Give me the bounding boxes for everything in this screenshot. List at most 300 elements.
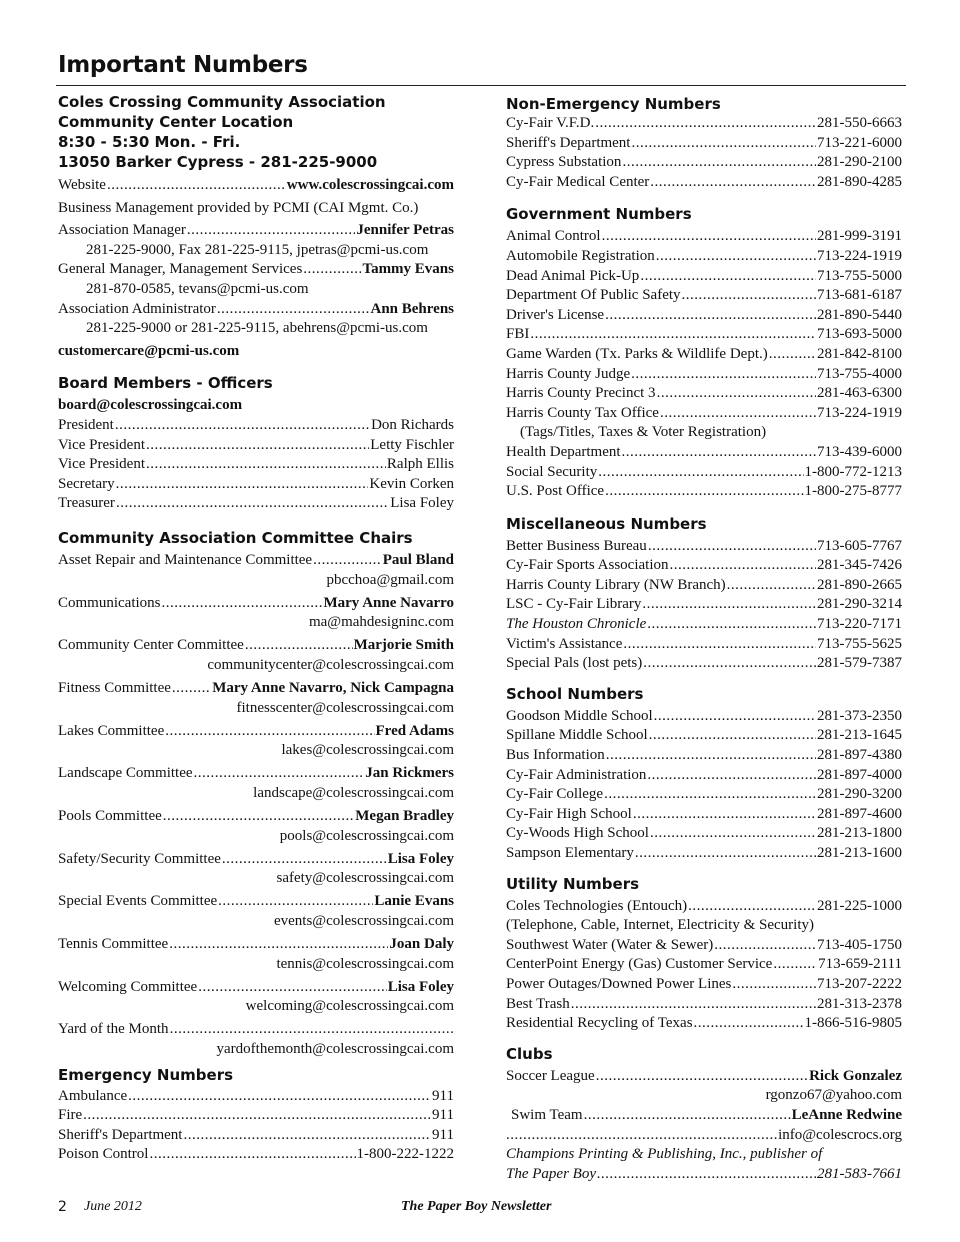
customercare-email[interactable]: customercare@pcmi-us.com: [58, 342, 240, 359]
item-label: Dead Animal Pick-Up: [506, 267, 640, 284]
swim-label: Swim Team: [511, 1106, 583, 1123]
item-value: 713-755-5000: [817, 267, 902, 284]
item-label: Cy-Fair V.F.D.: [506, 115, 595, 131]
footer-date: June 2012: [84, 1199, 142, 1214]
committee-row: [58, 935, 454, 955]
item-label: Cypress Substation: [506, 154, 622, 171]
item-value: 281-463-6300: [817, 385, 902, 402]
committee-email[interactable]: yardofthemonth@colescrossingcai.com: [216, 1041, 454, 1058]
swim-email-row: [506, 1126, 902, 1146]
association-line: 8:30 - 5:30 Mon. - Fri.: [58, 133, 241, 151]
item-label: Fire: [58, 1107, 83, 1124]
item-label: Cy-Fair Administration: [506, 766, 647, 783]
list-item: [506, 975, 902, 995]
admin-label: Association Administrator: [58, 300, 216, 317]
dot-leader: [116, 494, 389, 514]
item-value: 281-225-1000: [817, 897, 902, 914]
item-label: Communications: [58, 594, 161, 611]
list-item: [506, 805, 902, 825]
list-item: [506, 936, 902, 956]
item-value: 911: [432, 1126, 454, 1143]
dot-leader: [606, 746, 816, 766]
management-line: Business Management provided by PCMI (CAI Mgmt. Co.): [58, 199, 419, 216]
list-item: [506, 556, 902, 576]
item-label: Harris County Judge: [506, 365, 631, 382]
dot-leader: [595, 114, 816, 134]
item-label: Pools Committee: [58, 808, 162, 825]
dot-leader: [650, 173, 816, 193]
swim-name: LeAnne Redwine: [791, 1106, 902, 1123]
list-item: [506, 286, 902, 306]
committee-entry: [58, 978, 454, 1017]
list-item: [58, 1106, 454, 1126]
list-item: [506, 654, 902, 674]
dot-leader: [647, 766, 816, 786]
committee-entry: [58, 935, 454, 974]
section-heading: Clubs: [506, 1044, 553, 1063]
item-label: Landscape Committee: [58, 765, 193, 782]
item-label: U.S. Post Office: [506, 483, 605, 500]
dot-leader: [635, 844, 816, 864]
dot-leader: [648, 537, 816, 557]
committee-email[interactable]: fitnesscenter@colescrossingcai.com: [236, 699, 454, 716]
dot-leader: [530, 325, 816, 345]
committees-section: [58, 528, 454, 1060]
dot-leader: [769, 345, 816, 365]
government-section: [506, 204, 902, 501]
committee-entry: [58, 1020, 454, 1059]
dot-leader: [654, 707, 816, 727]
item-value: 713-755-5625: [817, 635, 902, 652]
item-label: CenterPoint Energy (Gas) Customer Service: [506, 956, 773, 973]
list-item: [506, 227, 902, 247]
website-label: Website: [58, 177, 106, 193]
manager-contact: 281-225-9000, Fax 281-225-9115, jpetras@pcmi-us.com: [86, 241, 429, 258]
dot-leader: [128, 1087, 431, 1107]
list-item: [506, 267, 902, 287]
admin-contact: 281-225-9000 or 281-225-9115, abehrens@pcmi-us.com: [86, 320, 428, 337]
committee-row: [58, 850, 454, 870]
item-value: 281-290-3214: [817, 596, 902, 613]
item-value: 281-897-4600: [817, 805, 902, 822]
dot-leader: [633, 805, 816, 825]
item-label: Victim's Assistance: [506, 635, 623, 652]
coles-note: (Telephone, Cable, Internet, Electricity & Security): [506, 917, 814, 934]
committee-entry: [58, 807, 454, 846]
item-label: Special Events Committee: [58, 893, 218, 910]
item-value: 713-224-1919: [817, 247, 902, 264]
dot-leader: [198, 978, 387, 998]
dot-leader: [170, 1020, 453, 1040]
soccer-label: Soccer League: [506, 1067, 595, 1084]
list-item: [506, 635, 902, 655]
dot-leader: [643, 654, 816, 674]
champions-value: 281-583-7661: [817, 1165, 902, 1182]
committee-email[interactable]: landscape@colescrossingcai.com: [253, 784, 454, 801]
committee-entry: [58, 636, 454, 675]
section-heading: School Numbers: [506, 684, 644, 703]
section-heading: Emergency Numbers: [58, 1065, 234, 1084]
list-item: [506, 576, 902, 596]
list-item: [506, 134, 902, 154]
dot-leader: [115, 416, 370, 436]
list-item: [506, 404, 902, 424]
list-item: [506, 153, 902, 173]
website-link[interactable]: www.colescrossingcai.com: [286, 177, 454, 193]
gm-label: General Manager, Management Services: [58, 261, 303, 278]
item-label: Cy-Fair Medical Center: [506, 173, 650, 190]
item-value: 713-681-6187: [817, 287, 902, 304]
item-value: 281-897-4380: [817, 747, 902, 764]
item-value: Don Richards: [371, 416, 454, 433]
item-label: Tennis Committee: [58, 936, 169, 953]
committee-row: [58, 551, 454, 571]
board-email[interactable]: board@colescrossingcai.com: [58, 397, 243, 414]
utility-list: [506, 936, 902, 1034]
list-item: [506, 114, 902, 134]
list-item: [58, 494, 454, 514]
committee-row: [58, 679, 454, 699]
committee-email[interactable]: tennis@colescrossingcai.com: [276, 955, 454, 972]
item-label: Spillane Middle School: [506, 727, 648, 744]
dot-leader: [172, 679, 211, 699]
committee-email[interactable]: pbcchoa@gmail.com: [326, 571, 454, 588]
list-item: [506, 1014, 902, 1034]
dot-leader: [631, 365, 816, 385]
item-label: Sampson Elementary: [506, 845, 634, 861]
dot-leader: [656, 247, 816, 267]
item-label: Community Center Committee: [58, 637, 244, 654]
manager-name: Jennifer Petras: [356, 222, 454, 239]
committee-row: [58, 978, 454, 998]
list-item: [506, 325, 902, 345]
item-value: 713-405-1750: [817, 936, 902, 953]
dot-leader: [773, 955, 817, 975]
item-value: 281-897-4000: [817, 766, 902, 783]
dot-leader: [83, 1106, 431, 1126]
association-line: 13050 Barker Cypress - 281-225-9000: [58, 153, 378, 171]
item-value: Lisa Foley: [387, 850, 454, 867]
champions-line: Champions Printing & Publishing, Inc., publisher of: [506, 1146, 823, 1163]
item-value: Megan Bradley: [355, 808, 454, 825]
item-value: 281-213-1800: [817, 825, 902, 842]
list-item: [506, 365, 902, 385]
list-item: [506, 384, 902, 404]
item-label: Goodson Middle School: [506, 707, 653, 724]
item-label: Animal Control: [506, 228, 601, 245]
committee-row: [58, 764, 454, 784]
item-label: Cy-Fair High School: [506, 805, 632, 822]
manager-label: Association Manager: [58, 222, 186, 239]
champions-row: [506, 1165, 902, 1185]
committee-entry: [58, 892, 454, 931]
list-item: [506, 345, 902, 365]
item-label: Cy-Fair Sports Association: [506, 557, 669, 574]
dot-leader: [649, 726, 816, 746]
emergency-list: [58, 1087, 454, 1165]
item-label: Game Warden (Tx. Parks & Wildlife Dept.): [506, 345, 768, 362]
dot-leader: [622, 443, 816, 463]
dot-leader: [650, 824, 816, 844]
dot-leader: [647, 615, 816, 635]
list-item: [506, 615, 902, 635]
item-label: Fitness Committee: [58, 679, 171, 696]
list-item: [58, 436, 454, 456]
association-line: Community Center Location: [58, 113, 294, 131]
item-label: FBI: [506, 326, 530, 343]
item-value: Letty Fischler: [370, 436, 454, 453]
item-label: Asset Repair and Maintenance Committee: [58, 551, 313, 568]
list-item: [58, 416, 454, 436]
list-item: [58, 455, 454, 475]
item-label: Power Outages/Downed Power Lines: [506, 975, 732, 992]
list-item: [506, 482, 902, 502]
item-value: 1-800-772-1213: [804, 463, 902, 480]
item-value: 281-213-1645: [817, 727, 902, 744]
item-label: Vice President: [58, 436, 145, 453]
item-value: 713-693-5000: [817, 326, 902, 343]
list-item: [506, 897, 902, 917]
list-item: [506, 726, 902, 746]
committee-row: [58, 636, 454, 656]
committee-email[interactable]: communitycenter@colescrossingcai.com: [207, 656, 454, 673]
item-label: Driver's License: [506, 306, 605, 323]
item-label: Special Pals (lost pets): [506, 655, 643, 672]
dot-leader: [605, 482, 803, 502]
list-item: [506, 247, 902, 267]
champions-label: The Paper Boy: [506, 1165, 596, 1182]
item-value: 281-345-7426: [817, 557, 902, 574]
list-item: [58, 1087, 454, 1107]
committee-entry: [58, 551, 454, 590]
misc-section: [506, 514, 902, 674]
item-value: 281-290-3200: [817, 786, 902, 803]
dot-leader: [313, 551, 382, 571]
item-label: Sheriff's Department: [506, 134, 631, 151]
item-value: 281-999-3191: [817, 228, 902, 245]
section-heading: Board Members - Officers: [58, 374, 273, 393]
item-label: Lakes Committee: [58, 722, 165, 739]
list-item: [506, 707, 902, 727]
list-item: [506, 537, 902, 557]
item-label: Residential Recycling of Texas: [506, 1015, 693, 1032]
dot-leader: [732, 975, 816, 995]
item-value: 713-220-7171: [817, 616, 902, 633]
left-column: [58, 92, 454, 1165]
page-title: Important Numbers: [58, 52, 308, 78]
item-value: 281-842-8100: [817, 345, 902, 362]
committee-row: [58, 807, 454, 827]
committee-email[interactable]: pools@colescrossingcai.com: [279, 827, 454, 844]
dot-leader: [670, 556, 816, 576]
dot-leader: [183, 1126, 431, 1146]
item-label: Best Trash: [506, 995, 570, 1012]
committee-entry: [58, 722, 454, 761]
committee-entry: [58, 850, 454, 889]
committee-email[interactable]: ma@mahdesigninc.com: [308, 614, 454, 631]
dot-leader: [605, 306, 816, 326]
item-value: Joan Daly: [389, 936, 454, 953]
dot-leader: [571, 995, 816, 1015]
item-value: 713-224-1919: [817, 404, 902, 421]
item-value: Lisa Foley: [390, 495, 454, 512]
item-value: 281-550-6663: [817, 115, 902, 131]
item-value: Lisa Foley: [387, 978, 454, 995]
dot-leader: [642, 595, 816, 615]
dot-leader: [682, 286, 816, 306]
admin-row: [58, 300, 454, 320]
committee-row: [58, 594, 454, 614]
dot-leader: [598, 463, 803, 483]
item-label: Department Of Public Safety: [506, 287, 681, 304]
item-label: Sheriff's Department: [58, 1126, 183, 1143]
dot-leader: [694, 1014, 804, 1034]
dot-leader: [245, 636, 353, 656]
item-value: Lanie Evans: [374, 893, 454, 910]
item-value: 281-890-5440: [817, 306, 902, 323]
clubs-section: [506, 1044, 902, 1185]
item-label: Health Department: [506, 443, 621, 460]
government-list: [506, 227, 902, 423]
dot-leader: [602, 227, 816, 247]
website-row: [58, 176, 454, 196]
section-heading: Miscellaneous Numbers: [506, 514, 707, 533]
dot-leader: [146, 436, 369, 456]
section-heading: Utility Numbers: [506, 874, 640, 893]
item-label: Cy-Fair College: [506, 786, 604, 803]
item-value: 713-439-6000: [817, 443, 902, 460]
item-label: Ambulance: [58, 1087, 128, 1104]
item-label: Welcoming Committee: [58, 978, 198, 995]
gm-row: [58, 260, 454, 280]
committee-row: [58, 892, 454, 912]
association-block: [58, 92, 454, 361]
page-number: 2: [58, 1199, 67, 1215]
item-label: LSC - Cy-Fair Library: [506, 596, 642, 613]
title-divider: [56, 85, 906, 86]
utility-section: [506, 874, 902, 1034]
item-value: Paul Bland: [382, 551, 454, 568]
item-value: 713-605-7767: [817, 537, 902, 554]
item-value: 713-659-2111: [818, 956, 902, 973]
list-item: [506, 595, 902, 615]
item-label: Automobile Registration: [506, 247, 655, 264]
soccer-row: [506, 1067, 902, 1087]
dot-leader: [640, 267, 816, 287]
committee-row: [58, 1020, 454, 1040]
nonemergency-section: [506, 94, 902, 192]
dot-leader: [165, 722, 374, 742]
item-value: 713-221-6000: [817, 134, 902, 151]
dot-leader: [163, 807, 354, 827]
list-item: [506, 443, 902, 463]
section-heading: Non-Emergency Numbers: [506, 95, 721, 113]
dot-leader: [169, 935, 388, 955]
dot-leader: [222, 850, 387, 870]
list-item: [506, 463, 902, 483]
misc-list: [506, 537, 902, 674]
item-value: Mary Anne Navarro, Nick Campagna: [212, 679, 454, 696]
committee-entry: [58, 594, 454, 633]
dot-leader: [146, 455, 386, 475]
item-label: Harris County Precinct 3: [506, 385, 656, 402]
list-item: [506, 306, 902, 326]
list-item: [58, 1126, 454, 1146]
footer-newsletter: The Paper Boy Newsletter: [401, 1199, 552, 1214]
item-label: Treasurer: [58, 495, 115, 512]
item-value: 1-866-516-9805: [804, 1015, 902, 1032]
item-value: 281-890-2665: [817, 576, 902, 593]
dot-leader: [604, 785, 816, 805]
item-label: The Houston Chronicle: [506, 616, 647, 633]
swim-email[interactable]: info@colescrocs.org: [778, 1126, 902, 1143]
dot-leader: [657, 384, 816, 404]
list-item: [506, 955, 902, 975]
item-value: Ralph Ellis: [386, 456, 454, 473]
item-label: Harris County Tax Office: [506, 404, 659, 421]
dot-leader: [714, 936, 816, 956]
item-value: 281-373-2350: [817, 707, 902, 724]
gm-contact: 281-870-0585, tevans@pcmi-us.com: [86, 280, 309, 297]
item-value: 281-213-1600: [817, 845, 902, 861]
dot-leader: [727, 576, 816, 596]
dot-leader: [660, 404, 816, 424]
committee-email[interactable]: lakes@colescrossingcai.com: [281, 742, 454, 759]
item-value: 713-755-4000: [817, 365, 902, 382]
nonemergency-list: [506, 114, 902, 192]
government-list-2: [506, 443, 902, 502]
list-item: [506, 995, 902, 1015]
item-value: 281-313-2378: [817, 995, 902, 1012]
school-list: [506, 707, 902, 864]
item-value: 1-800-222-1222: [356, 1146, 454, 1163]
dot-leader: [149, 1145, 355, 1165]
swim-row: [506, 1106, 902, 1126]
committee-entry: [58, 679, 454, 718]
right-column: [506, 94, 902, 1184]
board-list: [58, 416, 454, 514]
item-label: Poison Control: [58, 1146, 149, 1163]
board-section: [58, 373, 454, 514]
committee-email[interactable]: safety@colescrossingcai.com: [276, 870, 454, 887]
item-label: Bus Information: [506, 747, 605, 764]
dot-leader: [116, 475, 369, 495]
item-value: 911: [432, 1107, 454, 1124]
soccer-email[interactable]: rgonzo67@yahoo.com: [765, 1087, 902, 1104]
school-section: [506, 684, 902, 864]
item-label: Yard of the Month: [58, 1021, 169, 1038]
item-label: President: [58, 416, 114, 433]
committee-row: [58, 722, 454, 742]
list-item: [58, 475, 454, 495]
item-label: Coles Technologies (Entouch): [506, 897, 688, 914]
dot-leader: [194, 764, 365, 784]
item-label: Vice President: [58, 456, 145, 473]
item-value: 1-800-275-8777: [804, 483, 902, 500]
item-label: Harris County Library (NW Branch): [506, 576, 726, 593]
item-value: Jan Rickmers: [365, 765, 454, 782]
admin-name: Ann Behrens: [370, 300, 454, 317]
committee-list: [58, 551, 454, 1060]
committee-email[interactable]: welcoming@colescrossingcai.com: [245, 998, 454, 1015]
item-label: Social Security: [506, 463, 598, 480]
committee-email[interactable]: events@colescrossingcai.com: [273, 913, 454, 929]
emergency-section: [58, 1065, 454, 1165]
list-item: [506, 173, 902, 193]
list-item: [506, 844, 902, 864]
manager-row: [58, 221, 454, 241]
dot-leader: [162, 594, 323, 614]
